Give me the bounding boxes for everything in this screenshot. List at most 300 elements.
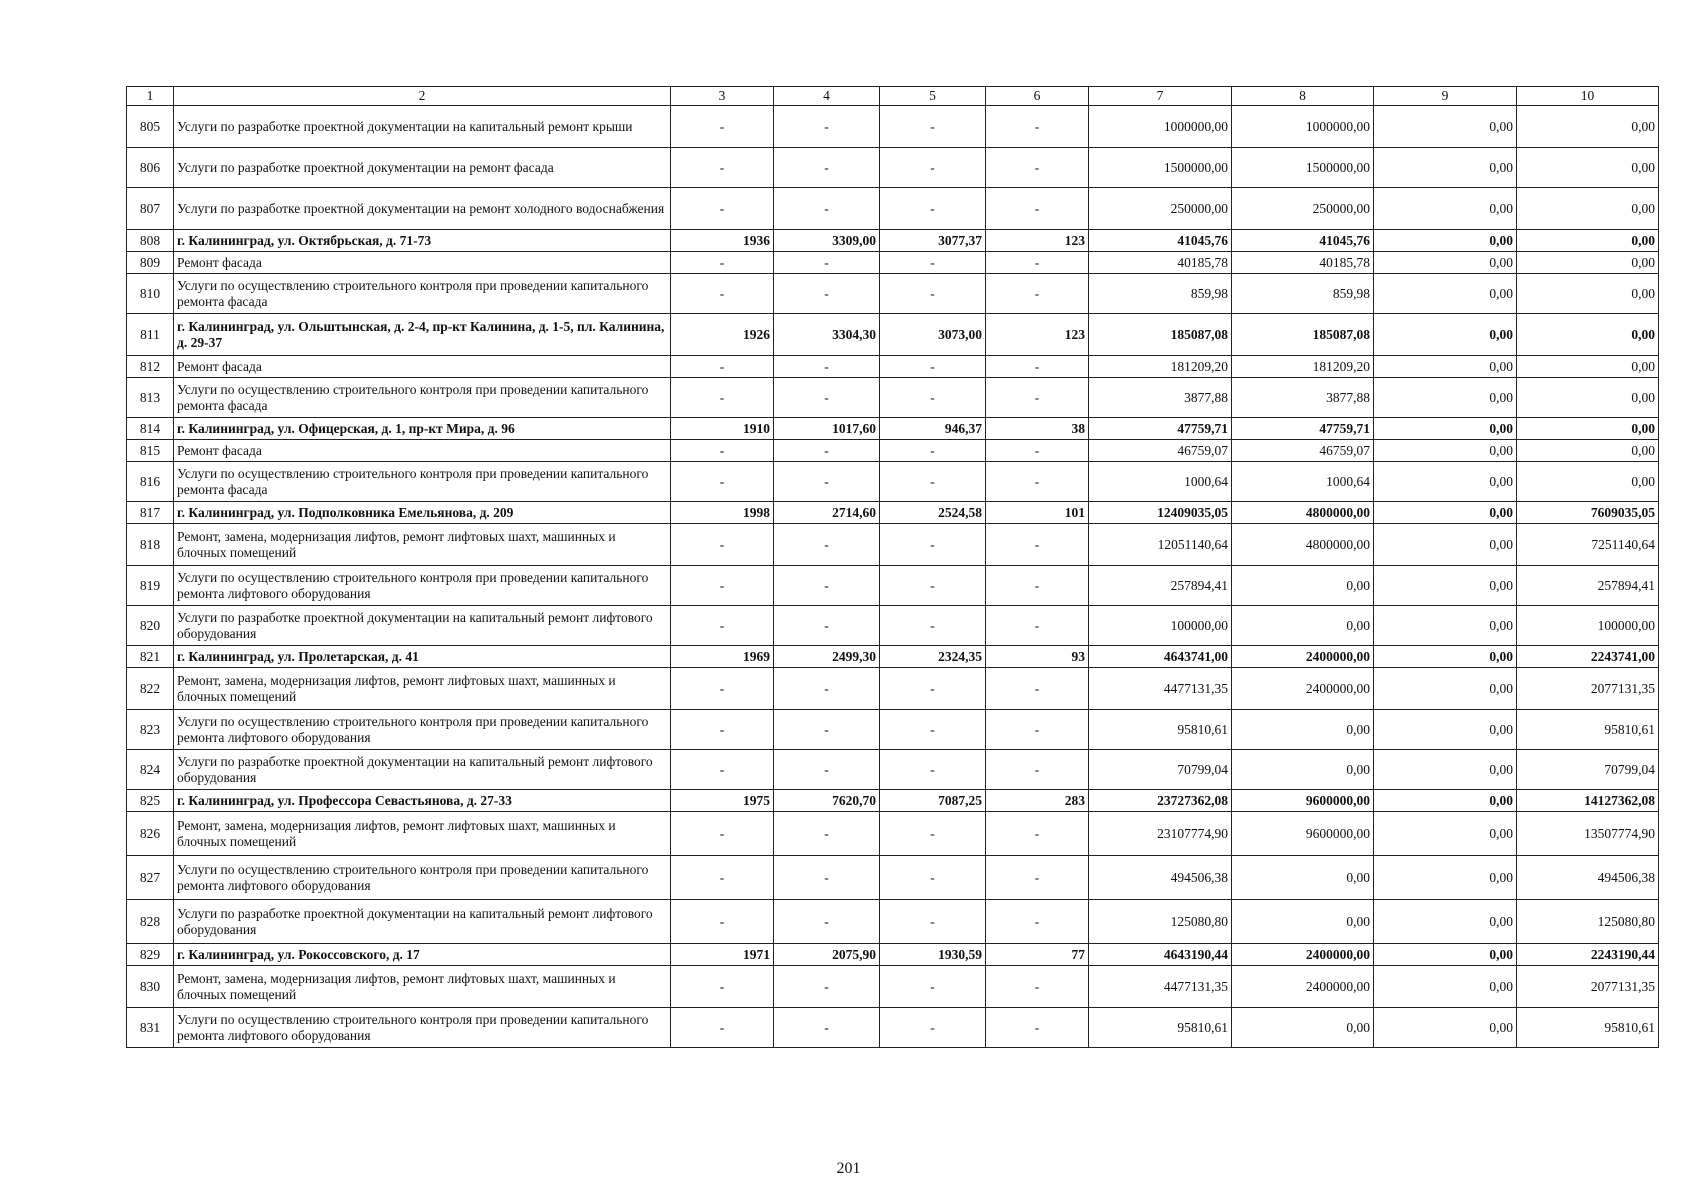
cell-col-5: 3073,00 — [880, 314, 986, 356]
cell-col-5: - — [880, 356, 986, 378]
cell-col-6: - — [986, 106, 1089, 148]
cell-col-7: 494506,38 — [1089, 856, 1232, 900]
cell-col-5: - — [880, 1008, 986, 1048]
cell-col-9: 0,00 — [1374, 440, 1517, 462]
cell-col-3: - — [671, 900, 774, 944]
cell-col-9: 0,00 — [1374, 462, 1517, 502]
cell-col-4: - — [774, 378, 880, 418]
cell-col-6: - — [986, 900, 1089, 944]
cell-col-10: 125080,80 — [1517, 900, 1659, 944]
cell-col-6: - — [986, 750, 1089, 790]
cell-col-4: - — [774, 668, 880, 710]
cell-col-4: - — [774, 524, 880, 566]
cell-col-7: 12051140,64 — [1089, 524, 1232, 566]
work-description: Ремонт, замена, модернизация лифтов, ремонт лифтовых шахт, машинных и блочных помещений — [174, 668, 671, 710]
table-row — [127, 106, 1659, 148]
row-number: 813 — [127, 378, 174, 418]
cell-col-6: - — [986, 1008, 1089, 1048]
cell-col-4: 2714,60 — [774, 502, 880, 524]
cell-col-8: 4800000,00 — [1232, 502, 1374, 524]
row-number: 830 — [127, 966, 174, 1008]
column-header: 9 — [1374, 87, 1517, 106]
cell-col-6: 101 — [986, 502, 1089, 524]
cell-col-9: 0,00 — [1374, 314, 1517, 356]
cell-col-6: 123 — [986, 230, 1089, 252]
table-row — [127, 668, 1659, 710]
cell-col-9: 0,00 — [1374, 566, 1517, 606]
cell-col-7: 3877,88 — [1089, 378, 1232, 418]
cell-col-6: - — [986, 274, 1089, 314]
cell-col-10: 0,00 — [1517, 252, 1659, 274]
row-number: 822 — [127, 668, 174, 710]
header-row — [127, 87, 1659, 106]
cell-col-10: 95810,61 — [1517, 710, 1659, 750]
column-header: 5 — [880, 87, 986, 106]
cell-col-5: - — [880, 966, 986, 1008]
cell-col-8: 2400000,00 — [1232, 966, 1374, 1008]
row-number: 828 — [127, 900, 174, 944]
cell-col-5: - — [880, 378, 986, 418]
cell-col-3: - — [671, 966, 774, 1008]
cell-col-8: 0,00 — [1232, 856, 1374, 900]
cell-col-8: 3877,88 — [1232, 378, 1374, 418]
cell-col-7: 100000,00 — [1089, 606, 1232, 646]
cell-col-9: 0,00 — [1374, 966, 1517, 1008]
cell-col-4: - — [774, 900, 880, 944]
row-number: 810 — [127, 274, 174, 314]
row-number: 821 — [127, 646, 174, 668]
cell-col-9: 0,00 — [1374, 524, 1517, 566]
cell-col-9: 0,00 — [1374, 668, 1517, 710]
cell-col-10: 7251140,64 — [1517, 524, 1659, 566]
cell-col-10: 70799,04 — [1517, 750, 1659, 790]
cell-col-4: - — [774, 148, 880, 188]
cell-col-7: 185087,08 — [1089, 314, 1232, 356]
work-description: Услуги по осуществлению строительного контроля при проведении капитального ремонта лифтового оборудования — [174, 566, 671, 606]
work-description: Услуги по осуществлению строительного контроля при проведении капитального ремонта лифтового оборудования — [174, 856, 671, 900]
column-header: 2 — [174, 87, 671, 106]
cell-col-5: - — [880, 274, 986, 314]
table-row — [127, 378, 1659, 418]
cell-col-4: 2075,90 — [774, 944, 880, 966]
cell-col-3: - — [671, 1008, 774, 1048]
cell-col-4: - — [774, 462, 880, 502]
row-number: 812 — [127, 356, 174, 378]
cell-col-9: 0,00 — [1374, 606, 1517, 646]
cell-col-7: 23107774,90 — [1089, 812, 1232, 856]
cell-col-8: 40185,78 — [1232, 252, 1374, 274]
cell-col-8: 859,98 — [1232, 274, 1374, 314]
cell-col-5: - — [880, 524, 986, 566]
cell-col-3: 1998 — [671, 502, 774, 524]
cell-col-7: 4477131,35 — [1089, 668, 1232, 710]
cell-col-3: - — [671, 378, 774, 418]
cell-col-7: 4643741,00 — [1089, 646, 1232, 668]
cell-col-8: 0,00 — [1232, 710, 1374, 750]
cell-col-3: - — [671, 812, 774, 856]
cell-col-3: - — [671, 274, 774, 314]
cell-col-4: 7620,70 — [774, 790, 880, 812]
cell-col-5: - — [880, 710, 986, 750]
table-row — [127, 566, 1659, 606]
work-description: г. Калининград, ул. Рокоссовского, д. 17 — [174, 944, 671, 966]
cell-col-10: 0,00 — [1517, 314, 1659, 356]
cell-col-5: - — [880, 188, 986, 230]
cell-col-10: 7609035,05 — [1517, 502, 1659, 524]
cell-col-10: 2243741,00 — [1517, 646, 1659, 668]
cell-col-3: 1975 — [671, 790, 774, 812]
cell-col-6: - — [986, 710, 1089, 750]
cell-col-8: 4800000,00 — [1232, 524, 1374, 566]
cell-col-8: 0,00 — [1232, 606, 1374, 646]
cell-col-5: - — [880, 812, 986, 856]
cell-col-8: 9600000,00 — [1232, 812, 1374, 856]
cell-col-6: - — [986, 356, 1089, 378]
cell-col-7: 47759,71 — [1089, 418, 1232, 440]
cell-col-5: - — [880, 606, 986, 646]
cell-col-6: 77 — [986, 944, 1089, 966]
cell-col-10: 0,00 — [1517, 378, 1659, 418]
table-row — [127, 900, 1659, 944]
table-row — [127, 966, 1659, 1008]
cell-col-7: 23727362,08 — [1089, 790, 1232, 812]
cell-col-8: 41045,76 — [1232, 230, 1374, 252]
cell-col-10: 0,00 — [1517, 188, 1659, 230]
cell-col-10: 13507774,90 — [1517, 812, 1659, 856]
cell-col-3: - — [671, 524, 774, 566]
work-description: г. Калининград, ул. Офицерская, д. 1, пр-кт Мира, д. 96 — [174, 418, 671, 440]
cell-col-7: 46759,07 — [1089, 440, 1232, 462]
cell-col-8: 1500000,00 — [1232, 148, 1374, 188]
cell-col-6: - — [986, 252, 1089, 274]
cell-col-8: 2400000,00 — [1232, 944, 1374, 966]
row-number: 820 — [127, 606, 174, 646]
work-description: Услуги по разработке проектной документации на капитальный ремонт крыши — [174, 106, 671, 148]
cell-col-9: 0,00 — [1374, 356, 1517, 378]
cell-col-5: 1930,59 — [880, 944, 986, 966]
cell-col-5: - — [880, 462, 986, 502]
column-header: 8 — [1232, 87, 1374, 106]
cell-col-10: 0,00 — [1517, 418, 1659, 440]
table-row — [127, 856, 1659, 900]
cell-col-6: - — [986, 378, 1089, 418]
cell-col-9: 0,00 — [1374, 812, 1517, 856]
cell-col-7: 95810,61 — [1089, 710, 1232, 750]
cell-col-7: 4477131,35 — [1089, 966, 1232, 1008]
cell-col-9: 0,00 — [1374, 710, 1517, 750]
table-row — [127, 314, 1659, 356]
cell-col-8: 46759,07 — [1232, 440, 1374, 462]
cell-col-7: 859,98 — [1089, 274, 1232, 314]
data-table — [126, 86, 1659, 1048]
work-description: Услуги по осуществлению строительного контроля при проведении капитального ремонта фасада — [174, 274, 671, 314]
cell-col-6: - — [986, 440, 1089, 462]
row-number: 811 — [127, 314, 174, 356]
cell-col-10: 0,00 — [1517, 462, 1659, 502]
work-description: г. Калининград, ул. Октябрьская, д. 71-73 — [174, 230, 671, 252]
table-row — [127, 462, 1659, 502]
cell-col-9: 0,00 — [1374, 502, 1517, 524]
cell-col-10: 2077131,35 — [1517, 966, 1659, 1008]
row-number: 807 — [127, 188, 174, 230]
cell-col-5: - — [880, 106, 986, 148]
cell-col-10: 0,00 — [1517, 356, 1659, 378]
column-header: 7 — [1089, 87, 1232, 106]
row-number: 808 — [127, 230, 174, 252]
column-header: 3 — [671, 87, 774, 106]
cell-col-5: - — [880, 148, 986, 188]
cell-col-7: 70799,04 — [1089, 750, 1232, 790]
cell-col-8: 2400000,00 — [1232, 668, 1374, 710]
cell-col-3: - — [671, 148, 774, 188]
cell-col-7: 257894,41 — [1089, 566, 1232, 606]
row-number: 819 — [127, 566, 174, 606]
row-number: 831 — [127, 1008, 174, 1048]
table-row — [127, 440, 1659, 462]
cell-col-9: 0,00 — [1374, 148, 1517, 188]
cell-col-6: - — [986, 524, 1089, 566]
row-number: 814 — [127, 418, 174, 440]
row-number: 829 — [127, 944, 174, 966]
cell-col-10: 14127362,08 — [1517, 790, 1659, 812]
cell-col-6: - — [986, 462, 1089, 502]
cell-col-7: 1500000,00 — [1089, 148, 1232, 188]
cell-col-6: - — [986, 856, 1089, 900]
cell-col-4: - — [774, 188, 880, 230]
cell-col-3: 1969 — [671, 646, 774, 668]
cell-col-3: 1926 — [671, 314, 774, 356]
column-header: 1 — [127, 87, 174, 106]
work-description: Услуги по разработке проектной документации на капитальный ремонт лифтового оборудования — [174, 606, 671, 646]
cell-col-5: 946,37 — [880, 418, 986, 440]
cell-col-4: - — [774, 812, 880, 856]
cell-col-6: - — [986, 606, 1089, 646]
row-number: 809 — [127, 252, 174, 274]
cell-col-4: - — [774, 566, 880, 606]
cell-col-3: - — [671, 566, 774, 606]
cell-col-8: 2400000,00 — [1232, 646, 1374, 668]
cell-col-7: 125080,80 — [1089, 900, 1232, 944]
cell-col-3: - — [671, 440, 774, 462]
column-header: 6 — [986, 87, 1089, 106]
cell-col-3: - — [671, 188, 774, 230]
cell-col-9: 0,00 — [1374, 750, 1517, 790]
page-number: 201 — [836, 1160, 861, 1177]
cell-col-3: 1936 — [671, 230, 774, 252]
cell-col-4: - — [774, 856, 880, 900]
cell-col-5: - — [880, 900, 986, 944]
cell-col-4: - — [774, 274, 880, 314]
column-header: 10 — [1517, 87, 1659, 106]
cell-col-5: - — [880, 440, 986, 462]
cell-col-4: - — [774, 1008, 880, 1048]
work-description: Услуги по разработке проектной документации на ремонт фасада — [174, 148, 671, 188]
table-row — [127, 646, 1659, 668]
cell-col-3: - — [671, 356, 774, 378]
work-description: г. Калининград, ул. Пролетарская, д. 41 — [174, 646, 671, 668]
table-row — [127, 148, 1659, 188]
work-description: Ремонт, замена, модернизация лифтов, ремонт лифтовых шахт, машинных и блочных помещений — [174, 966, 671, 1008]
cell-col-4: - — [774, 606, 880, 646]
cell-col-5: 2324,35 — [880, 646, 986, 668]
cell-col-5: - — [880, 856, 986, 900]
cell-col-10: 2243190,44 — [1517, 944, 1659, 966]
cell-col-6: - — [986, 148, 1089, 188]
cell-col-4: 3309,00 — [774, 230, 880, 252]
cell-col-4: - — [774, 356, 880, 378]
table-row — [127, 606, 1659, 646]
cell-col-4: 3304,30 — [774, 314, 880, 356]
cell-col-9: 0,00 — [1374, 188, 1517, 230]
table-row — [127, 944, 1659, 966]
cell-col-9: 0,00 — [1374, 856, 1517, 900]
cell-col-8: 0,00 — [1232, 1008, 1374, 1048]
cell-col-9: 0,00 — [1374, 106, 1517, 148]
table-row — [127, 502, 1659, 524]
table-row — [127, 710, 1659, 750]
cell-col-6: 93 — [986, 646, 1089, 668]
cell-col-5: 7087,25 — [880, 790, 986, 812]
cell-col-8: 0,00 — [1232, 566, 1374, 606]
row-number: 816 — [127, 462, 174, 502]
table-row — [127, 356, 1659, 378]
cell-col-6: - — [986, 668, 1089, 710]
cell-col-4: - — [774, 966, 880, 1008]
table-row — [127, 274, 1659, 314]
cell-col-6: - — [986, 188, 1089, 230]
row-number: 826 — [127, 812, 174, 856]
table-row — [127, 230, 1659, 252]
table-row — [127, 750, 1659, 790]
cell-col-3: 1910 — [671, 418, 774, 440]
cell-col-9: 0,00 — [1374, 1008, 1517, 1048]
work-description: г. Калининград, ул. Профессора Севастьянова, д. 27-33 — [174, 790, 671, 812]
row-number: 806 — [127, 148, 174, 188]
cell-col-3: - — [671, 710, 774, 750]
column-header: 4 — [774, 87, 880, 106]
cell-col-8: 1000,64 — [1232, 462, 1374, 502]
cell-col-7: 181209,20 — [1089, 356, 1232, 378]
cell-col-6: - — [986, 966, 1089, 1008]
cell-col-9: 0,00 — [1374, 944, 1517, 966]
cell-col-7: 1000000,00 — [1089, 106, 1232, 148]
cell-col-10: 257894,41 — [1517, 566, 1659, 606]
work-description: Услуги по осуществлению строительного контроля при проведении капитального ремонта фасада — [174, 378, 671, 418]
work-description: Ремонт фасада — [174, 356, 671, 378]
cell-col-10: 100000,00 — [1517, 606, 1659, 646]
cell-col-9: 0,00 — [1374, 274, 1517, 314]
cell-col-7: 4643190,44 — [1089, 944, 1232, 966]
cell-col-3: - — [671, 856, 774, 900]
cell-col-8: 185087,08 — [1232, 314, 1374, 356]
cell-col-3: - — [671, 606, 774, 646]
cell-col-4: - — [774, 252, 880, 274]
cell-col-10: 0,00 — [1517, 440, 1659, 462]
cell-col-6: 38 — [986, 418, 1089, 440]
cell-col-5: - — [880, 566, 986, 606]
cell-col-8: 47759,71 — [1232, 418, 1374, 440]
cell-col-10: 0,00 — [1517, 148, 1659, 188]
work-description: Услуги по разработке проектной документации на ремонт холодного водоснабжения — [174, 188, 671, 230]
cell-col-4: - — [774, 710, 880, 750]
cell-col-9: 0,00 — [1374, 418, 1517, 440]
row-number: 827 — [127, 856, 174, 900]
cell-col-7: 95810,61 — [1089, 1008, 1232, 1048]
cell-col-7: 12409035,05 — [1089, 502, 1232, 524]
row-number: 818 — [127, 524, 174, 566]
cell-col-5: - — [880, 252, 986, 274]
cell-col-3: - — [671, 106, 774, 148]
row-number: 805 — [127, 106, 174, 148]
cell-col-8: 0,00 — [1232, 750, 1374, 790]
cell-col-9: 0,00 — [1374, 790, 1517, 812]
cell-col-9: 0,00 — [1374, 252, 1517, 274]
work-description: Ремонт фасада — [174, 252, 671, 274]
cell-col-9: 0,00 — [1374, 230, 1517, 252]
cell-col-3: - — [671, 668, 774, 710]
cell-col-8: 9600000,00 — [1232, 790, 1374, 812]
work-description: Услуги по разработке проектной документации на капитальный ремонт лифтового оборудования — [174, 900, 671, 944]
table-row — [127, 252, 1659, 274]
cell-col-8: 250000,00 — [1232, 188, 1374, 230]
cell-col-4: 1017,60 — [774, 418, 880, 440]
cell-col-6: - — [986, 566, 1089, 606]
work-description: Услуги по осуществлению строительного контроля при проведении капитального ремонта лифтового оборудования — [174, 710, 671, 750]
work-description: Услуги по разработке проектной документации на капитальный ремонт лифтового оборудования — [174, 750, 671, 790]
cell-col-10: 0,00 — [1517, 230, 1659, 252]
table-row — [127, 812, 1659, 856]
work-description: г. Калининград, ул. Ольштынская, д. 2-4, пр-кт Калинина, д. 1-5, пл. Калинина, д. 29-37 — [174, 314, 671, 356]
cell-col-5: - — [880, 750, 986, 790]
cell-col-8: 181209,20 — [1232, 356, 1374, 378]
cell-col-6: 123 — [986, 314, 1089, 356]
work-description: Услуги по осуществлению строительного контроля при проведении капитального ремонта лифтового оборудования — [174, 1008, 671, 1048]
cell-col-4: - — [774, 440, 880, 462]
cell-col-4: - — [774, 750, 880, 790]
work-description: Услуги по осуществлению строительного контроля при проведении капитального ремонта фасада — [174, 462, 671, 502]
table-row — [127, 790, 1659, 812]
row-number: 823 — [127, 710, 174, 750]
cell-col-8: 0,00 — [1232, 900, 1374, 944]
cell-col-6: - — [986, 812, 1089, 856]
cell-col-7: 250000,00 — [1089, 188, 1232, 230]
cell-col-3: - — [671, 252, 774, 274]
row-number: 824 — [127, 750, 174, 790]
table-row — [127, 1008, 1659, 1048]
cell-col-3: - — [671, 462, 774, 502]
cell-col-3: - — [671, 750, 774, 790]
work-description: г. Калининград, ул. Подполковника Емельянова, д. 209 — [174, 502, 671, 524]
table-row — [127, 188, 1659, 230]
table-row — [127, 524, 1659, 566]
cell-col-4: - — [774, 106, 880, 148]
cell-col-8: 1000000,00 — [1232, 106, 1374, 148]
cell-col-10: 95810,61 — [1517, 1008, 1659, 1048]
cell-col-10: 0,00 — [1517, 106, 1659, 148]
cell-col-4: 2499,30 — [774, 646, 880, 668]
cell-col-5: 3077,37 — [880, 230, 986, 252]
row-number: 815 — [127, 440, 174, 462]
cell-col-6: 283 — [986, 790, 1089, 812]
work-description: Ремонт, замена, модернизация лифтов, ремонт лифтовых шахт, машинных и блочных помещений — [174, 812, 671, 856]
row-number: 825 — [127, 790, 174, 812]
table-row — [127, 418, 1659, 440]
cell-col-7: 41045,76 — [1089, 230, 1232, 252]
cell-col-9: 0,00 — [1374, 646, 1517, 668]
cell-col-10: 2077131,35 — [1517, 668, 1659, 710]
cell-col-3: 1971 — [671, 944, 774, 966]
cell-col-9: 0,00 — [1374, 378, 1517, 418]
